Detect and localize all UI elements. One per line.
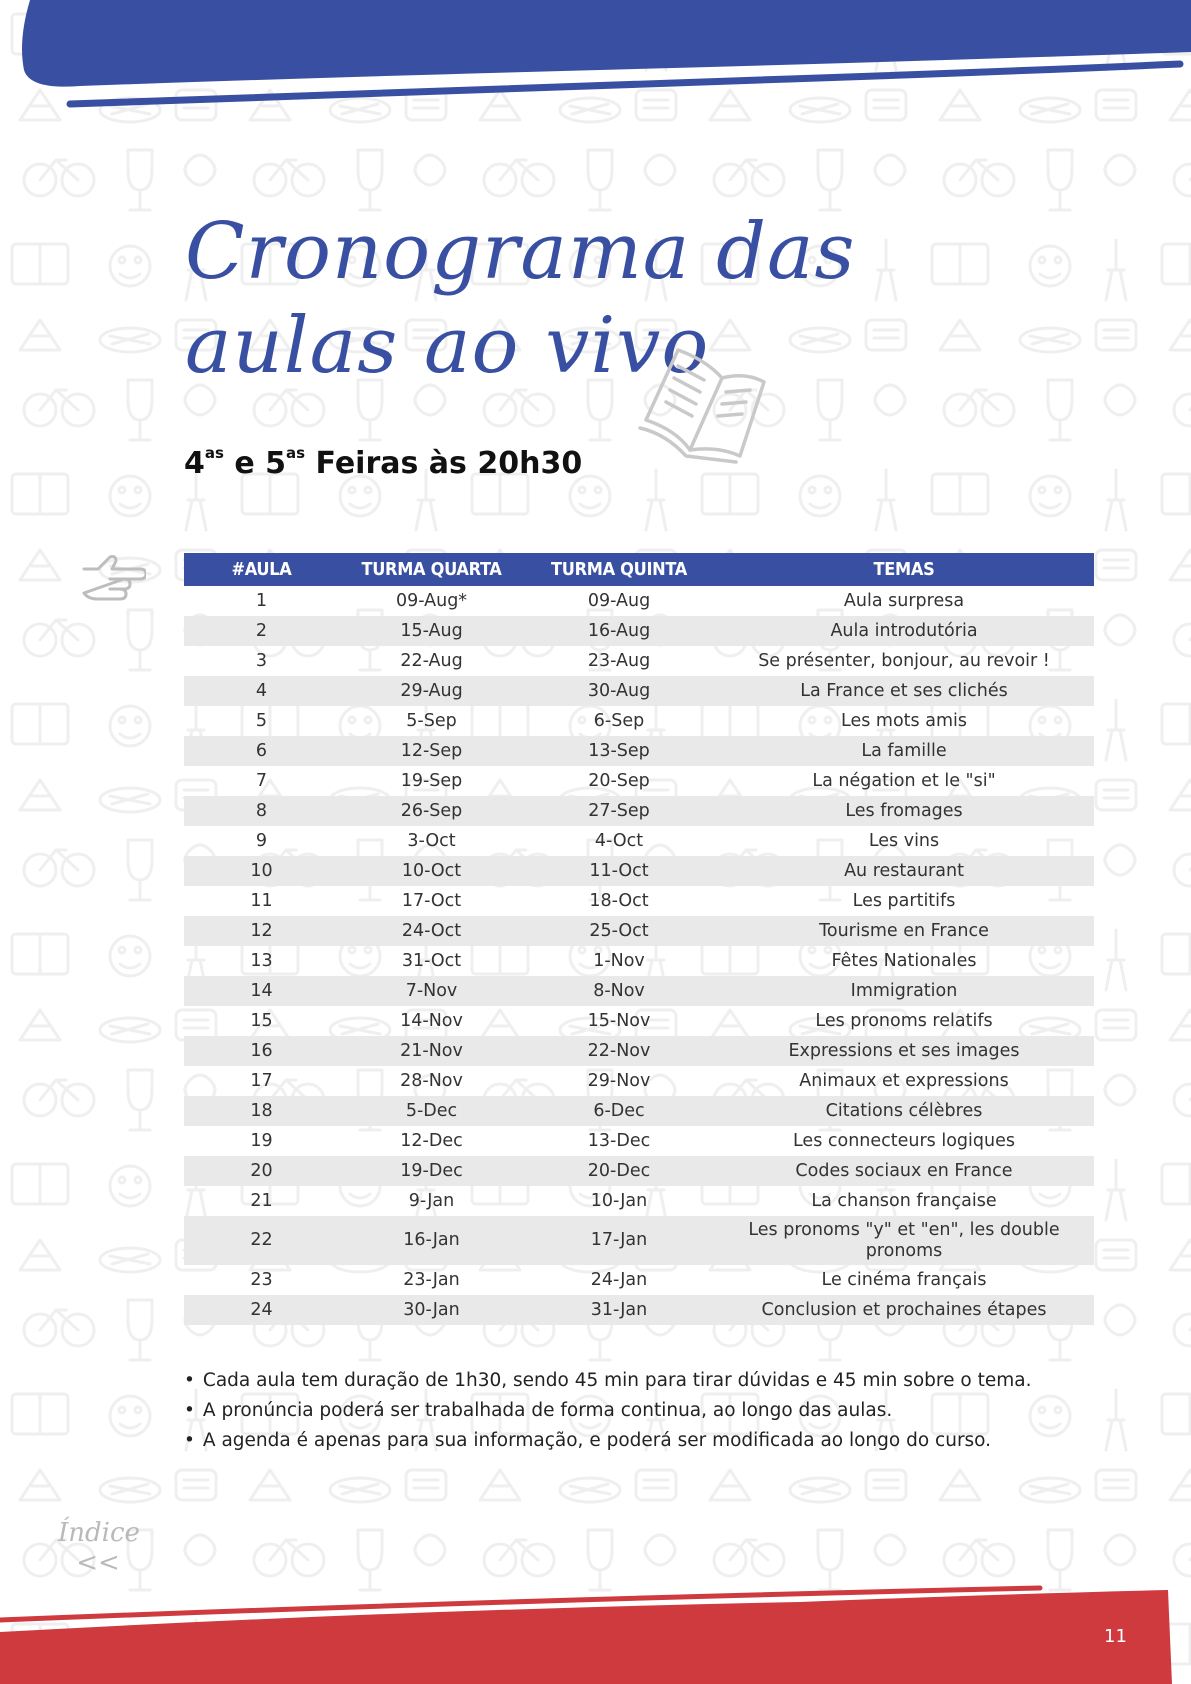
- cell-tema: Les partitifs: [852, 890, 956, 911]
- cell-quarta: 26-Sep: [339, 796, 524, 826]
- cell-tema: Les connecteurs logiques: [792, 1130, 1015, 1151]
- cell-aula: 3: [255, 650, 268, 671]
- title-line-2: aulas ao vivo: [185, 301, 710, 391]
- schedule-table: [184, 553, 1094, 1325]
- cell-aula: 1: [255, 590, 268, 611]
- cell-quinta: 16-Aug: [524, 616, 714, 646]
- cell-quinta: 1-Nov: [593, 950, 645, 971]
- cell-quarta: 19-Sep: [400, 770, 463, 791]
- cell-tema: Les pronoms relatifs: [815, 1010, 993, 1031]
- table-row: [184, 796, 1094, 826]
- cell-tema: Le cinéma français: [821, 1269, 987, 1290]
- cell-tema: Animaux et expressions: [799, 1070, 1009, 1091]
- cell-aula: 12: [184, 916, 339, 946]
- bottom-red-brush-band: [0, 1580, 1191, 1684]
- notes-list: [184, 1366, 1031, 1456]
- table-row: [184, 736, 1094, 766]
- table-row: [184, 586, 1094, 616]
- subtitle-number-1: 4: [184, 446, 205, 481]
- header-temas: TEMAS: [714, 553, 1094, 586]
- cell-aula: 6: [184, 736, 339, 766]
- cell-aula: 13: [250, 950, 273, 971]
- cell-tema: Les fromages: [714, 796, 1094, 826]
- note-item: • Cada aula tem duração de 1h30, sendo 45 min para tirar dúvidas e 45 min sobre o tema.: [184, 1366, 1031, 1396]
- table-row: [184, 856, 1094, 886]
- cell-quinta: 20-Sep: [588, 770, 650, 791]
- cell-aula: 17: [250, 1070, 273, 1091]
- cell-quarta: 12-Sep: [339, 736, 524, 766]
- cell-quinta: 18-Oct: [589, 890, 649, 911]
- cell-quarta: 19-Dec: [339, 1156, 524, 1186]
- cell-aula: 5: [255, 710, 268, 731]
- page-number: 11: [1104, 1626, 1127, 1647]
- table-row: [184, 1186, 1094, 1216]
- cell-quarta: 3-Oct: [407, 830, 456, 851]
- cell-quarta: 5-Sep: [406, 710, 457, 731]
- cell-quinta: 20-Dec: [524, 1156, 714, 1186]
- cell-quinta: 09-Aug: [587, 590, 651, 611]
- cell-aula: 23: [250, 1269, 273, 1290]
- cell-aula: 24: [184, 1295, 339, 1325]
- cell-aula: 20: [184, 1156, 339, 1186]
- cell-aula: 10: [184, 856, 339, 886]
- cell-quarta: 29-Aug: [339, 676, 524, 706]
- cell-tema: Citations célèbres: [714, 1096, 1094, 1126]
- cell-quinta: 31-Jan: [524, 1295, 714, 1325]
- cell-tema: Tourisme en France: [714, 916, 1094, 946]
- cell-aula: 8: [184, 796, 339, 826]
- table-row: [184, 1126, 1094, 1156]
- cell-quarta: 24-Oct: [339, 916, 524, 946]
- cell-tema: Les mots amis: [841, 710, 967, 731]
- cell-quinta: 8-Nov: [524, 976, 714, 1006]
- cell-quinta: 6-Sep: [593, 710, 645, 731]
- cell-quinta: 23-Aug: [587, 650, 651, 671]
- cell-quinta: 15-Nov: [587, 1010, 651, 1031]
- cell-quarta: 15-Aug: [339, 616, 524, 646]
- cell-tema: Expressions et ses images: [714, 1036, 1094, 1066]
- cell-tema: Les pronoms "y" et "en", les double pronoms: [714, 1216, 1094, 1265]
- cell-quarta: 12-Dec: [400, 1130, 463, 1151]
- cell-tema: Aula introdutória: [714, 616, 1094, 646]
- cell-quarta: 22-Aug: [400, 650, 463, 671]
- cell-quinta: 24-Jan: [590, 1269, 648, 1290]
- cell-quarta: 5-Dec: [339, 1096, 524, 1126]
- cell-quarta: 30-Jan: [339, 1295, 524, 1325]
- cell-tema: Codes sociaux en France: [714, 1156, 1094, 1186]
- title-line-1: Cronograma das: [185, 207, 856, 297]
- cell-quinta: 27-Sep: [524, 796, 714, 826]
- cell-aula: 9: [255, 830, 268, 851]
- cell-quinta: 6-Dec: [524, 1096, 714, 1126]
- note-item: • A agenda é apenas para sua informação, e poderá ser modificada ao longo do curso.: [184, 1426, 1031, 1456]
- cell-aula: 7: [255, 770, 268, 791]
- table-row: [184, 646, 1094, 676]
- table-row: [184, 916, 1094, 946]
- table-header-row: [184, 553, 1094, 586]
- subtitle-superscript-1: as: [204, 444, 224, 462]
- cell-quarta: 17-Oct: [401, 890, 462, 911]
- table-row: [184, 1036, 1094, 1066]
- open-book-icon: [636, 338, 770, 464]
- cell-quinta: 10-Jan: [590, 1190, 648, 1211]
- table-row: [184, 946, 1094, 976]
- header-aula: #AULA: [184, 553, 339, 586]
- cell-aula: 2: [184, 616, 339, 646]
- cell-quinta: 11-Oct: [524, 856, 714, 886]
- subtitle-middle: e 5: [223, 446, 287, 481]
- table-row: [184, 616, 1094, 646]
- pointing-hand-icon: [80, 553, 146, 605]
- table-row: [184, 676, 1094, 706]
- cell-aula: 18: [184, 1096, 339, 1126]
- subtitle-rest: Feiras às 20h30: [305, 446, 583, 481]
- table-row: [184, 826, 1094, 856]
- header-turma-quinta: TURMA QUINTA: [524, 553, 714, 586]
- table-row: [184, 1156, 1094, 1186]
- note-item: • A pronúncia poderá ser trabalhada de forma continua, ao longo das aulas.: [184, 1396, 1031, 1426]
- table-row: [184, 1265, 1094, 1295]
- cell-aula: 16: [184, 1036, 339, 1066]
- cell-quinta: 17-Jan: [524, 1216, 714, 1265]
- cell-tema: La négation et le "si": [812, 770, 996, 791]
- cell-quarta: 28-Nov: [400, 1070, 463, 1091]
- cell-quinta: 29-Nov: [587, 1070, 651, 1091]
- table-row: [184, 766, 1094, 796]
- indice-arrows: <<: [76, 1548, 120, 1578]
- table-row: [184, 1096, 1094, 1126]
- cell-tema: Au restaurant: [714, 856, 1094, 886]
- cell-quarta: 21-Nov: [339, 1036, 524, 1066]
- table-row: [184, 976, 1094, 1006]
- cell-aula: 19: [250, 1130, 273, 1151]
- cell-tema: Aula surpresa: [843, 590, 965, 611]
- cell-tema: Conclusion et prochaines étapes: [714, 1295, 1094, 1325]
- cell-tema: Se présenter, bonjour, au revoir !: [758, 650, 1050, 671]
- cell-tema: Immigration: [714, 976, 1094, 1006]
- cell-tema: La chanson française: [811, 1190, 997, 1211]
- table-row: [184, 706, 1094, 736]
- indice-label: Índice: [58, 1518, 140, 1548]
- table-row: [184, 1066, 1094, 1096]
- cell-quinta: 13-Dec: [587, 1130, 651, 1151]
- cell-aula: 4: [184, 676, 339, 706]
- schedule-subtitle: [184, 446, 582, 481]
- cell-tema: Les vins: [868, 830, 940, 851]
- cell-quinta: 22-Nov: [524, 1036, 714, 1066]
- indice-back-link[interactable]: [58, 1518, 138, 1578]
- header-turma-quarta: TURMA QUARTA: [339, 553, 524, 586]
- top-blue-brush-band: [0, 0, 1191, 120]
- subtitle-superscript-2: as: [286, 444, 306, 462]
- table-row: [184, 886, 1094, 916]
- cell-aula: 15: [250, 1010, 273, 1031]
- cell-quarta: 7-Nov: [339, 976, 524, 1006]
- cell-aula: 22: [184, 1216, 339, 1265]
- cell-quinta: 4-Oct: [594, 830, 644, 851]
- cell-aula: 11: [250, 890, 273, 911]
- cell-tema: Fêtes Nationales: [831, 950, 977, 971]
- table-row: [184, 1006, 1094, 1036]
- cell-quarta: 10-Oct: [339, 856, 524, 886]
- cell-quinta: 30-Aug: [524, 676, 714, 706]
- cell-quarta: 23-Jan: [403, 1269, 460, 1290]
- cell-aula: 21: [250, 1190, 273, 1211]
- cell-aula: 14: [184, 976, 339, 1006]
- cell-quarta: 31-Oct: [401, 950, 462, 971]
- cell-tema: La famille: [714, 736, 1094, 766]
- cell-quarta: 14-Nov: [400, 1010, 463, 1031]
- cell-tema: La France et ses clichés: [714, 676, 1094, 706]
- cell-quinta: 25-Oct: [524, 916, 714, 946]
- cell-quarta: 09-Aug*: [395, 590, 468, 611]
- cell-quarta: 16-Jan: [339, 1216, 524, 1265]
- cell-quarta: 9-Jan: [408, 1190, 455, 1211]
- table-row: [184, 1295, 1094, 1325]
- cell-quinta: 13-Sep: [524, 736, 714, 766]
- table-row: [184, 1216, 1094, 1265]
